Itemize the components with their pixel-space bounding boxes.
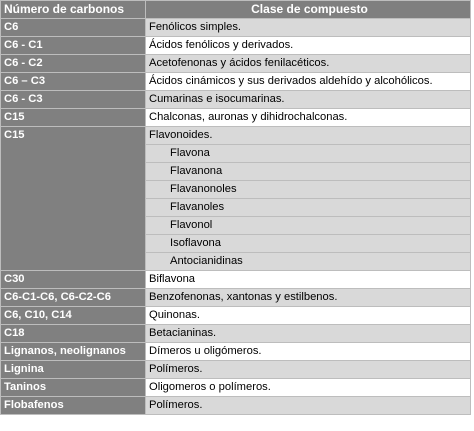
carbons-cell: C6 (1, 19, 146, 37)
carbons-cell: C6 - C1 (1, 37, 146, 55)
carbons-cell: Lignina (1, 361, 146, 379)
table-row (1, 73, 471, 91)
table-row (1, 307, 471, 325)
class-cell: Betacianinas. (146, 325, 471, 343)
table-row (1, 325, 471, 343)
carbons-cell: C15 (1, 127, 146, 271)
table-row (1, 55, 471, 73)
class-cell: Biflavona (146, 271, 471, 289)
table-row (1, 397, 471, 415)
class-cell: Dímeros u oligómeros. (146, 343, 471, 361)
carbons-cell: C6 – C3 (1, 73, 146, 91)
table-row (1, 109, 471, 127)
class-cell: Ácidos fenólicos y derivados. (146, 37, 471, 55)
class-cell: Cumarinas e isocumarinas. (146, 91, 471, 109)
class-cell: Fenólicos simples. (146, 19, 471, 37)
carbons-cell: C6 - C3 (1, 91, 146, 109)
carbons-cell: Taninos (1, 379, 146, 397)
carbons-cell: C6, C10, C14 (1, 307, 146, 325)
table-row (1, 37, 471, 55)
class-cell: Flavonoides. (146, 127, 471, 145)
carbons-cell: C15 (1, 109, 146, 127)
table-row (1, 19, 471, 37)
table-row (1, 379, 471, 397)
table-row (1, 361, 471, 379)
class-column-header: Clase de compuesto (146, 1, 471, 19)
flavonoid-subclass-cell: Flavanoles (146, 199, 471, 217)
class-cell: Polímeros. (146, 397, 471, 415)
table-row (1, 289, 471, 307)
table-row (1, 127, 471, 145)
class-cell: Oligomeros o polímeros. (146, 379, 471, 397)
carbons-cell: Lignanos, neolignanos (1, 343, 146, 361)
flavonoid-subclass-cell: Flavanona (146, 163, 471, 181)
flavonoid-subclass-cell: Flavona (146, 145, 471, 163)
flavonoid-subclass-cell: Isoflavona (146, 235, 471, 253)
table-header-row (1, 1, 471, 19)
class-cell: Benzofenonas, xantonas y estilbenos. (146, 289, 471, 307)
table-row (1, 271, 471, 289)
flavonoid-subclass-cell: Antocianidinas (146, 253, 471, 271)
carbons-cell: C18 (1, 325, 146, 343)
class-cell: Ácidos cinámicos y sus derivados aldehído y alcohólicos. (146, 73, 471, 91)
table-row (1, 91, 471, 109)
class-cell: Chalconas, auronas y dihidrochalconas. (146, 109, 471, 127)
class-cell: Polímeros. (146, 361, 471, 379)
flavonoid-subclass-cell: Flavonol (146, 217, 471, 235)
carbons-cell: Flobafenos (1, 397, 146, 415)
carbons-cell: C30 (1, 271, 146, 289)
carbons-column-header: Número de carbonos (1, 1, 146, 19)
table-row (1, 343, 471, 361)
carbons-cell: C6 - C2 (1, 55, 146, 73)
class-cell: Acetofenonas y ácidos fenilacéticos. (146, 55, 471, 73)
class-cell: Quinonas. (146, 307, 471, 325)
flavonoid-subclass-cell: Flavanonoles (146, 181, 471, 199)
carbons-cell: C6-C1-C6, C6-C2-C6 (1, 289, 146, 307)
